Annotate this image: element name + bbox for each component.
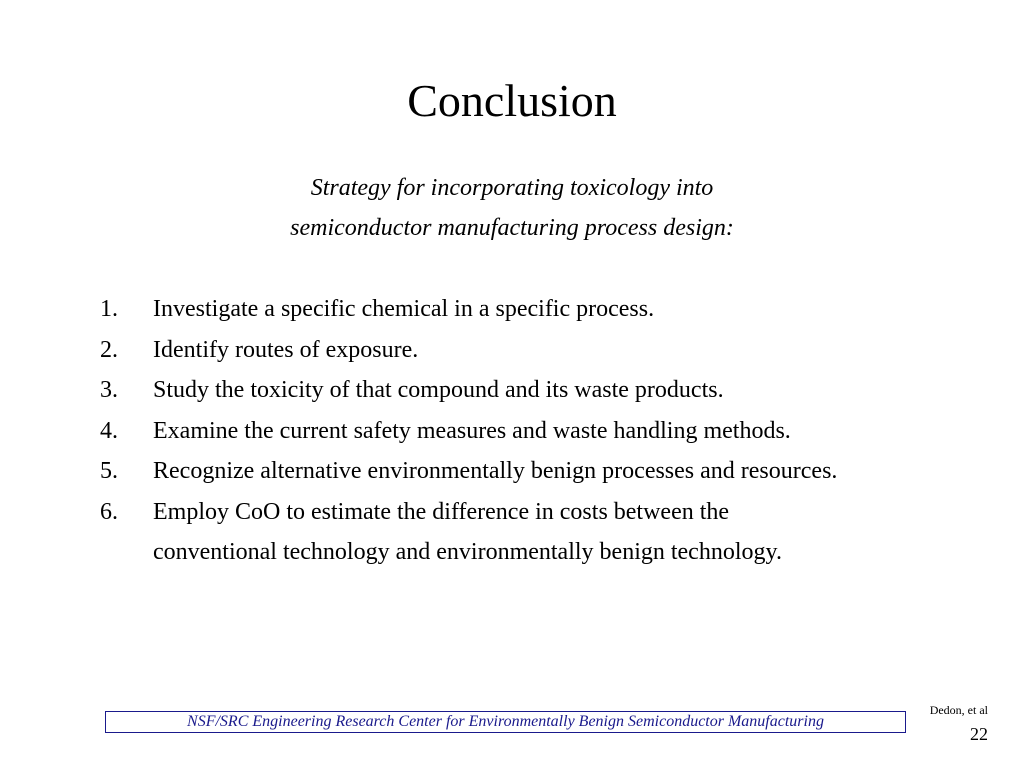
strategy-steps-list xyxy=(100,289,960,573)
subtitle-line-1: Strategy for incorporating toxicology into xyxy=(310,175,714,201)
slide-title: Conclusion xyxy=(407,75,617,126)
list-item xyxy=(100,370,960,411)
list-item xyxy=(100,330,960,371)
slide-subtitle xyxy=(0,168,1024,248)
step-text: Employ CoO to estimate the difference in costs between the conventional technology and environmentally benign technology. xyxy=(153,498,782,565)
step-text: Recognize alternative environmentally benign processes and resources. xyxy=(153,458,838,484)
page-number: 22 xyxy=(970,724,988,744)
step-number: 2. xyxy=(100,336,118,363)
step-text: Investigate a specific chemical in a specific process. xyxy=(153,296,655,322)
step-text: Identify routes of exposure. xyxy=(153,336,419,363)
step-text: Examine the current safety measures and waste handling methods. xyxy=(153,417,791,444)
list-item xyxy=(100,411,960,452)
subtitle-line-2: semiconductor manufacturing process design: xyxy=(290,215,734,241)
step-number: 5. xyxy=(100,458,118,484)
step-number: 4. xyxy=(100,417,118,444)
list-item xyxy=(100,492,960,573)
author-credit: Dedon, et al xyxy=(929,703,988,717)
list-item xyxy=(100,289,960,330)
step-number: 1. xyxy=(100,296,118,322)
footer-center-banner: NSF/SRC Engineering Research Center for Environmentally Benign Semiconductor Manufacturing xyxy=(105,711,906,733)
list-item xyxy=(100,451,960,492)
step-number: 6. xyxy=(100,498,118,525)
step-text: Study the toxicity of that compound and its waste products. xyxy=(153,377,724,403)
step-number: 3. xyxy=(100,377,118,403)
